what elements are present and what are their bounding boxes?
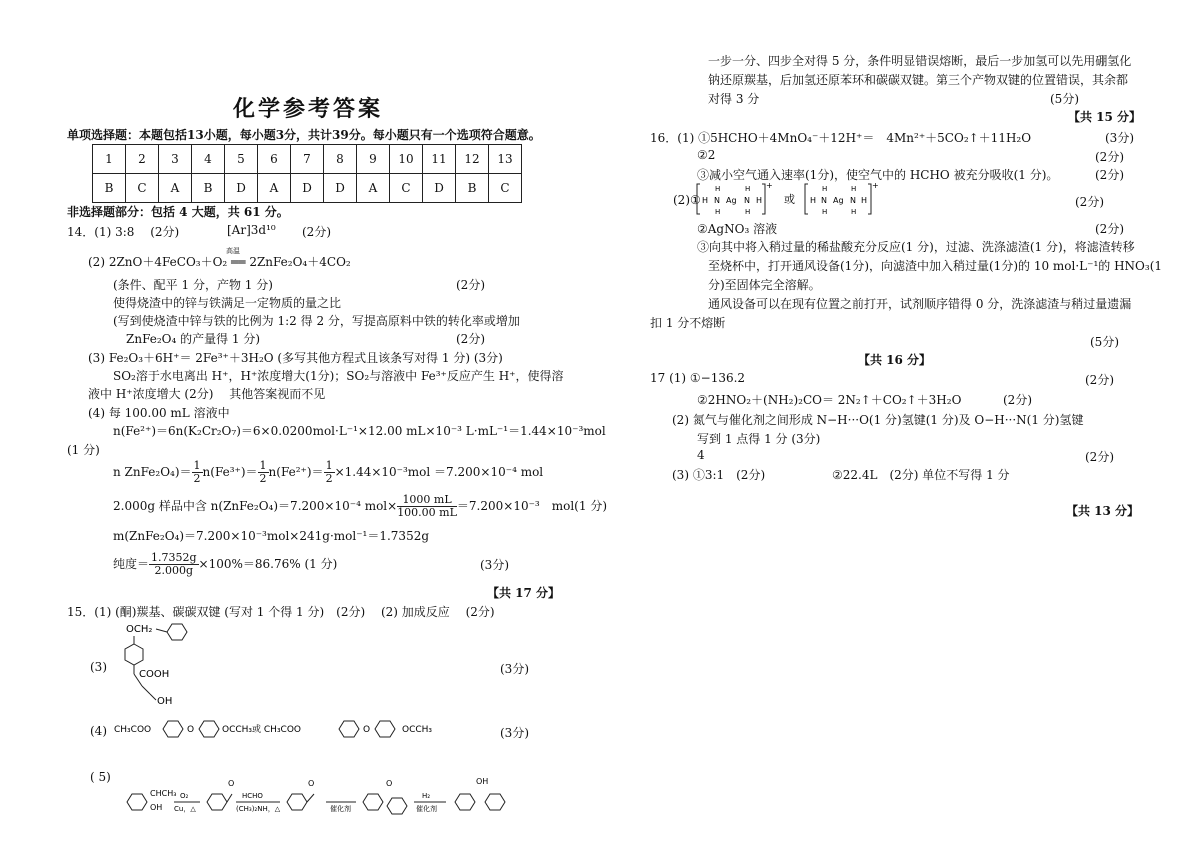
question-number-cell: 10: [390, 145, 423, 174]
q14-line16: [113, 552, 337, 577]
half-fraction: [258, 460, 269, 485]
frac-num: 1: [325, 459, 333, 472]
q16-line6: ③向其中将入稍过量的稀盐酸充分反应(1 分)，过滤、洗涤滤渣(1 分)，将滤渣转移: [697, 240, 1135, 254]
structure-label: OCCH₃: [402, 725, 433, 735]
answer-cell: B: [93, 174, 126, 203]
structure-label: OCCH₃或 CH₃COO: [222, 725, 302, 735]
atom-label: H: [810, 196, 817, 205]
answer-table-answer-row: [93, 174, 522, 203]
q14-score: (2分): [302, 225, 331, 239]
arrow-label: Cu，△: [174, 805, 196, 813]
q15-part5-label: ( 5): [90, 770, 111, 784]
atom-label: H: [851, 208, 857, 216]
q16-line3: ③减小空气通入速率(1分)，使空气中的 HCHO 被充分吸收(1 分)。: [697, 168, 1059, 182]
atom-label: N: [850, 196, 856, 205]
q16-line5: ②AgNO₃ 溶液: [697, 222, 778, 236]
q15-part5-route: [120, 774, 520, 840]
q16-line1-score: (3分): [1105, 131, 1134, 145]
question-number-cell: 11: [423, 145, 456, 174]
q16-line10: 扣 1 分不熔断: [650, 316, 726, 330]
q16-line3-score: (2分): [1095, 168, 1124, 182]
frac-den: 100.00 mL: [397, 506, 457, 519]
q15-note-line3: 对得 3 分: [708, 92, 760, 106]
q15-note-score: (5分): [1050, 92, 1079, 106]
q14-line4: 使得烧渣中的锌与铁满足一定物质的量之比: [113, 296, 342, 310]
silver-ammonia-ion-structures: [696, 180, 896, 218]
q17-total: 【共 13 分】: [1066, 504, 1140, 518]
structure-label: O: [363, 725, 371, 735]
q14-line1: 14．(1) 3:8 (2分): [67, 225, 180, 239]
question-number-cell: 9: [357, 145, 390, 174]
q14-line14: [113, 494, 607, 519]
structure-label: O: [228, 779, 235, 788]
q15-part3-structure: [112, 620, 202, 710]
q14-l16-b: ×100%＝86.76% (1 分): [198, 557, 338, 571]
q15-note-line1: 一步一分、四步全对得 5 分，条件明显错误熔断，最后一步加氢可以先用硼氢化: [708, 54, 1132, 68]
q16-line2-score: (2分): [1095, 150, 1124, 164]
answer-cell: A: [258, 174, 291, 203]
q14-l13-a: n ZnFe₂O₄)＝: [113, 465, 192, 479]
q14-line3-score: (2分): [456, 278, 485, 292]
q16-line9: 通风设备可以在现有位置之前打开，试剂顺序错得 0 分，洗涤滤渣与稍过量遗漏: [708, 297, 1132, 311]
atom-label: N: [821, 196, 827, 205]
frac-den: 2: [325, 472, 333, 485]
answer-cell: D: [324, 174, 357, 203]
question-number-cell: 1: [93, 145, 126, 174]
q14-l14-a: 2.000g 样品中含 n(ZnFe₂O₄)＝7.200×10⁻⁴ mol×: [113, 499, 398, 513]
volume-fraction: [397, 494, 457, 519]
answer-cell: A: [357, 174, 390, 203]
q16-line7: 至烧杯中，打开通风设备(1分)，向滤渣中加入稍过量(1分)的 10 mol·L⁻¹的 HNO₃(1: [708, 259, 1163, 273]
q14-eq-condition: 高温: [226, 247, 240, 255]
q14-line6: ZnFe₂O₄ 的产量得 1 分): [126, 332, 261, 346]
half-fraction: [192, 460, 203, 485]
half-fraction: [324, 460, 335, 485]
q14-line11: n(Fe²⁺)＝6n(K₂Cr₂O₇)＝6×0.0200mol·L⁻¹×12.00 mL×10⁻³ L·mL⁻¹＝1.44×10⁻³mol: [113, 424, 606, 438]
q16-line8: 分)至固体完全溶解。: [708, 278, 821, 292]
question-number-cell: 2: [126, 145, 159, 174]
q14-line16-score: (3分): [480, 558, 509, 572]
q14-line10: (4) 每 100.00 mL 溶液中: [88, 406, 230, 420]
q17-line6: (3) ①3:1 (2分): [672, 468, 766, 482]
q16-line1: 16．(1) ①5HCHO＋4MnO₄⁻＋12H⁺＝ 4Mn²⁺＋5CO₂↑＋11H₂O: [650, 131, 1032, 145]
frac-den: 2: [193, 472, 201, 485]
structure-label: CHCH₃: [150, 789, 177, 798]
atom-label: H: [851, 185, 857, 193]
arrow-label: H₂: [422, 792, 431, 800]
frac-num: 1.7352g: [151, 551, 197, 564]
q14-line13: [113, 460, 543, 485]
answer-table-number-row: [93, 145, 522, 174]
q14-config: [Ar]3d¹⁰: [227, 223, 276, 237]
answer-cell: D: [423, 174, 456, 203]
q16-line2: ②2: [697, 148, 716, 162]
q16-total: 【共 16 分】: [858, 353, 932, 367]
atom-label: Ag: [833, 196, 844, 205]
atom-label: H: [861, 196, 868, 205]
q14-line7: (3) Fe₂O₃＋6H⁺＝ 2Fe³⁺＋3H₂O (多写其他方程式且该条写对得 1 分) (3分): [88, 351, 503, 365]
q16-line10-score: (5分): [1090, 335, 1119, 349]
q17-line5: 4: [697, 448, 705, 462]
q17-line4: 写到 1 点得 1 分 (3分): [697, 432, 821, 446]
question-number-cell: 3: [159, 145, 192, 174]
structure-label: CH₃COO: [114, 725, 152, 735]
structure-label: O: [187, 725, 195, 735]
atom-label: H: [822, 185, 828, 193]
atom-label: H: [756, 196, 763, 205]
mcq-header: 单项选择题：本题包括13小题，每小题3分，共计39分。每小题只有一个选项符合题意。: [67, 128, 541, 142]
q17-line5-score: (2分): [1085, 450, 1114, 464]
arrow-label: (CH₃)₂NH，△: [236, 805, 281, 813]
q14-line5: (写到使烧渣中锌与铁的比例为 1:2 得 2 分，写提高原料中铁的转化率或增加: [113, 314, 520, 328]
q17-line1-score: (2分): [1085, 373, 1114, 387]
frac-den: 2.000g: [154, 564, 194, 577]
atom-label: N: [744, 196, 750, 205]
question-number-cell: 8: [324, 145, 357, 174]
q14-line9: 液中 H⁺浓度增大 (2分) 其他答案视而不见: [88, 387, 326, 401]
answer-cell: C: [390, 174, 423, 203]
q15-total: 【共 15 分】: [1068, 110, 1142, 124]
q14-line15: m(ZnFe₂O₄)＝7.200×10⁻³mol×241g·mol⁻¹＝1.7352g: [113, 529, 430, 543]
or-text: 或: [784, 193, 795, 206]
q14-l13-c: n(Fe²⁺)＝: [268, 465, 324, 479]
q15-line1: 15．(1) (酮)羰基、碳碳双键 (写对 1 个得 1 分) (2分) (2) 加成反应 (2分): [67, 605, 495, 619]
q16-line5-score: (2分): [1095, 222, 1124, 236]
q17-line2: ②2HNO₂＋(NH₂)₂CO＝ 2N₂↑＋CO₂↑＋3H₂O: [697, 393, 962, 407]
frac-num: 1: [259, 459, 267, 472]
arrow-label: 催化剂: [330, 805, 351, 813]
atom-label: H: [715, 208, 721, 216]
atom-label: H: [702, 196, 709, 205]
frac-num: 1: [193, 459, 201, 472]
question-number-cell: 5: [225, 145, 258, 174]
structure-label: OH: [150, 803, 163, 812]
q15-part3-label: (3): [90, 660, 107, 674]
arrow-label: HCHO: [242, 792, 263, 800]
q14-equation: (2) 2ZnO＋4FeCO₃＋O₂ ══ 2ZnFe₂O₄＋4CO₂: [88, 255, 351, 269]
atom-label: H: [745, 208, 751, 216]
question-number-cell: 7: [291, 145, 324, 174]
question-number-cell: 12: [456, 145, 489, 174]
answer-cell: A: [159, 174, 192, 203]
q17-line1: 17 (1) ①−136.2: [650, 371, 746, 385]
page-title: 化学参考答案: [233, 96, 384, 122]
answer-cell: B: [192, 174, 225, 203]
q15-part4-label: (4): [90, 724, 107, 738]
question-number-cell: 6: [258, 145, 291, 174]
answer-cell: D: [291, 174, 324, 203]
atom-label: N: [714, 196, 720, 205]
atom-label: Ag: [726, 196, 737, 205]
q17-line3: (2) 氮气与催化剂之间形成 N−H···O(1 分)氢键(1 分)及 O−H···N(1 分)氢键: [672, 413, 1084, 427]
question-number-cell: 4: [192, 145, 225, 174]
nonmcq-header: 非选择题部分：包括 4 大题，共 61 分。: [67, 205, 289, 219]
answer-cell: C: [489, 174, 522, 203]
q15-part3-score: (3分): [500, 662, 529, 676]
structure-label: O: [308, 779, 315, 788]
answer-cell: C: [126, 174, 159, 203]
atom-label: H: [745, 185, 751, 193]
q14-line3: (条件、配平 1 分，产物 1 分): [113, 278, 273, 292]
frac-num: 1000 mL: [397, 494, 457, 507]
structure-label: OH: [157, 696, 173, 707]
q14-line6-score: (2分): [456, 332, 485, 346]
purity-fraction: [149, 552, 199, 577]
q14-line8: SO₂溶于水电离出 H⁺，H⁺浓度增大(1分)；SO₂与溶液中 Fe³⁺反应产生 H⁺，使得溶: [113, 369, 564, 383]
structure-label: OH: [476, 777, 489, 786]
atom-label: H: [822, 208, 828, 216]
atom-label: H: [715, 185, 721, 193]
q14-l16-a: 纯度＝: [113, 557, 150, 571]
q14-l13-d: ×1.44×10⁻³mol ＝7.200×10⁻⁴ mol: [334, 465, 544, 479]
structure-label: OCH₂: [126, 624, 153, 635]
q17-line6b: ②22.4L (2分) 单位不写得 1 分: [832, 468, 1010, 482]
frac-den: 2: [259, 472, 267, 485]
q14-l14-b: ＝7.200×10⁻³ mol(1 分): [456, 499, 607, 513]
svg-text:+: +: [766, 181, 773, 190]
q15-note-line2: 钠还原羰基，后加氢还原苯环和碳碳双键。第三个产物双键的位置错误，其余都: [708, 73, 1129, 87]
arrow-label: 催化剂: [416, 805, 437, 813]
answer-cell: B: [456, 174, 489, 203]
answer-cell: D: [225, 174, 258, 203]
q17-line2-score: (2分): [1003, 393, 1032, 407]
answer-table: [92, 144, 522, 203]
structure-label: COOH: [139, 669, 170, 680]
q16-line4-label: (2)①: [673, 193, 701, 207]
structure-label: O: [386, 779, 393, 788]
q16-line4-score: (2分): [1075, 195, 1104, 209]
q14-line12: (1 分): [67, 443, 100, 457]
arrow-label: O₂: [180, 792, 189, 800]
question-number-cell: 13: [489, 145, 522, 174]
q14-l13-b: n(Fe³⁺)＝: [202, 465, 258, 479]
q15-part4-score: (3分): [500, 726, 529, 740]
q14-total: 【共 17 分】: [487, 586, 561, 600]
svg-text:+: +: [872, 181, 879, 190]
q15-part4-structures: [112, 712, 462, 746]
